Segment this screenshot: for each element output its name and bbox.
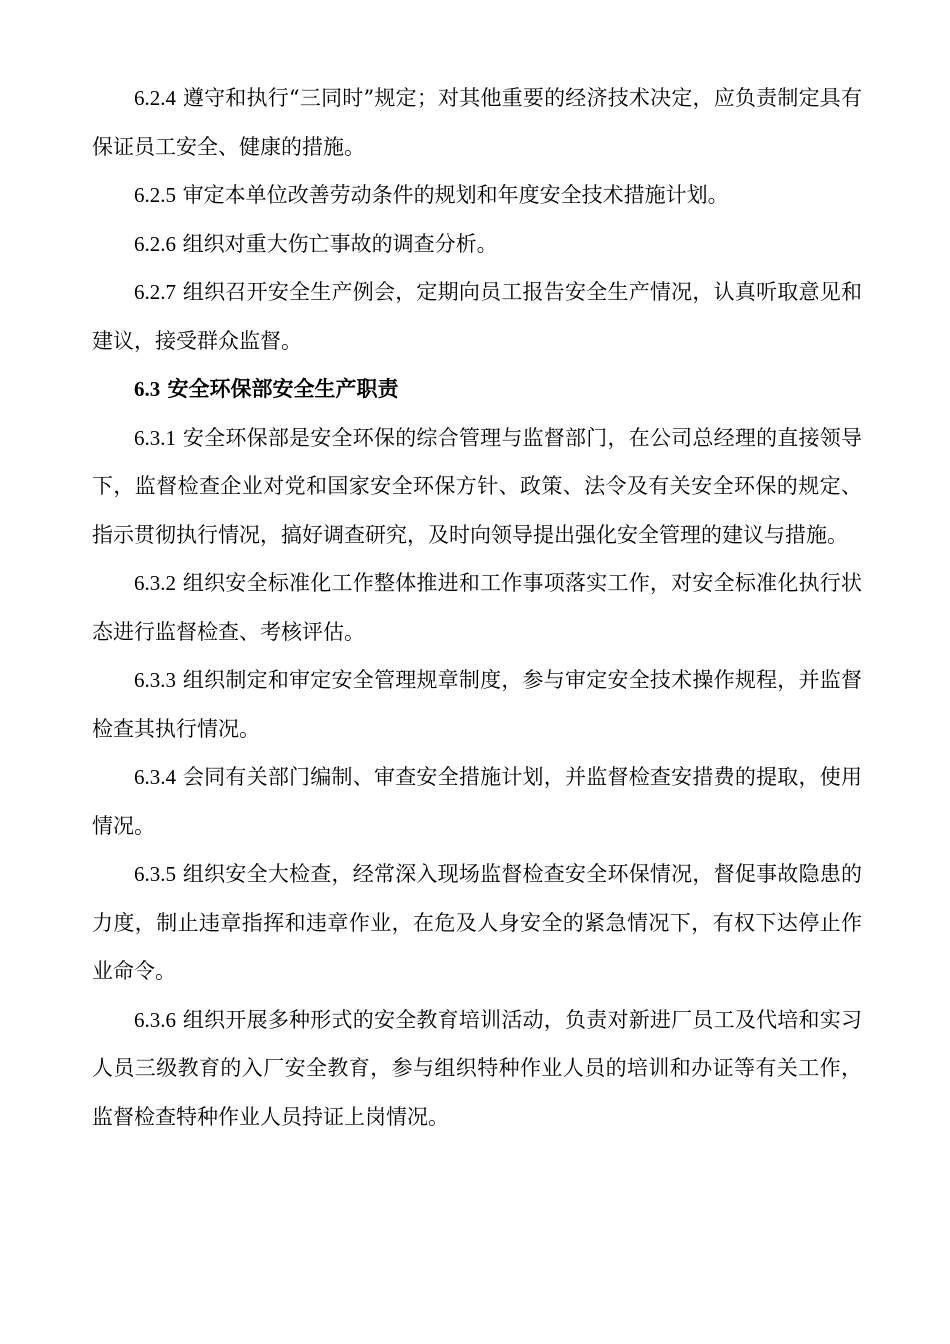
- paragraph-6-2-4: [92, 74, 862, 171]
- clause-number: 6.3.1: [134, 425, 176, 450]
- clause-number: 6.3.6: [134, 1007, 176, 1032]
- paragraph-6-3-3: [92, 656, 862, 753]
- clause-number: 6.3.3: [134, 668, 176, 692]
- paragraph-6-2-7: [92, 268, 862, 365]
- paragraph-6-3-1: [92, 414, 862, 560]
- clause-text: 遵守和执行“三同时”规定；对其他重要的经济技术决定，应负责制定具有保证员工安全、健康的措施。: [92, 86, 862, 159]
- clause-text: 组织制定和审定安全管理规章制度，参与审定安全技术操作规程，并监督检查其执行情况。: [92, 668, 862, 741]
- clause-number: 6.2.4: [134, 86, 176, 110]
- clause-number: 6.3.2: [134, 571, 176, 595]
- clause-text: 审定本单位改善劳动条件的规划和年度安全技术措施计划。: [176, 183, 729, 207]
- section-heading-6-3: [92, 365, 862, 414]
- paragraph-6-2-6: [92, 220, 862, 269]
- document-page: [92, 74, 862, 1141]
- clause-text: 组织开展多种形式的安全教育培训活动，负责对新进厂员工及代培和实习人员三级教育的入厂安全教育，参与组织特种作业人员的培训和办证等有关工作，监督检查特种作业人员持证上岗情况。: [92, 1007, 862, 1129]
- paragraph-6-2-5: [92, 171, 862, 220]
- clause-number: 6.2.6: [134, 231, 176, 256]
- clause-text: 组织召开安全生产例会，定期向员工报告安全生产情况，认真听取意见和建议，接受群众监督。: [92, 280, 862, 353]
- paragraph-6-3-2: [92, 559, 862, 656]
- clause-number: 6.3.5: [134, 862, 176, 886]
- paragraph-6-3-5: [92, 850, 862, 996]
- clause-number: 6.2.7: [134, 280, 176, 304]
- paragraph-6-3-6: [92, 996, 862, 1142]
- section-title: 安全环保部安全生产职责: [160, 377, 399, 401]
- clause-text: 组织安全大检查，经常深入现场监督检查安全环保情况，督促事故隐患的力度，制止违章指挥和违章作业，在危及人身安全的紧急情况下，有权下达停止作业命令。: [92, 862, 862, 983]
- clause-number: 6.2.5: [134, 183, 176, 207]
- clause-number: 6.3.4: [134, 765, 176, 789]
- clause-text: 组织对重大伤亡事故的调查分析。: [176, 231, 498, 256]
- section-number: 6.3: [134, 377, 161, 401]
- clause-text: 安全环保部是安全环保的综合管理与监督部门，在公司总经理的直接领导下，监督检查企业对党和国家安全环保方针、政策、法令及有关安全环保的规定、指示贯彻执行情况，搞好调查研究，及时向领导提出强化安全管理的建议与措施。: [92, 425, 862, 547]
- clause-text: 组织安全标准化工作整体推进和工作事项落实工作，对安全标准化执行状态进行监督检查、考核评估。: [92, 571, 862, 644]
- paragraph-6-3-4: [92, 753, 862, 850]
- clause-text: 会同有关部门编制、审查安全措施计划，并监督检查安措费的提取，使用情况。: [92, 765, 862, 838]
